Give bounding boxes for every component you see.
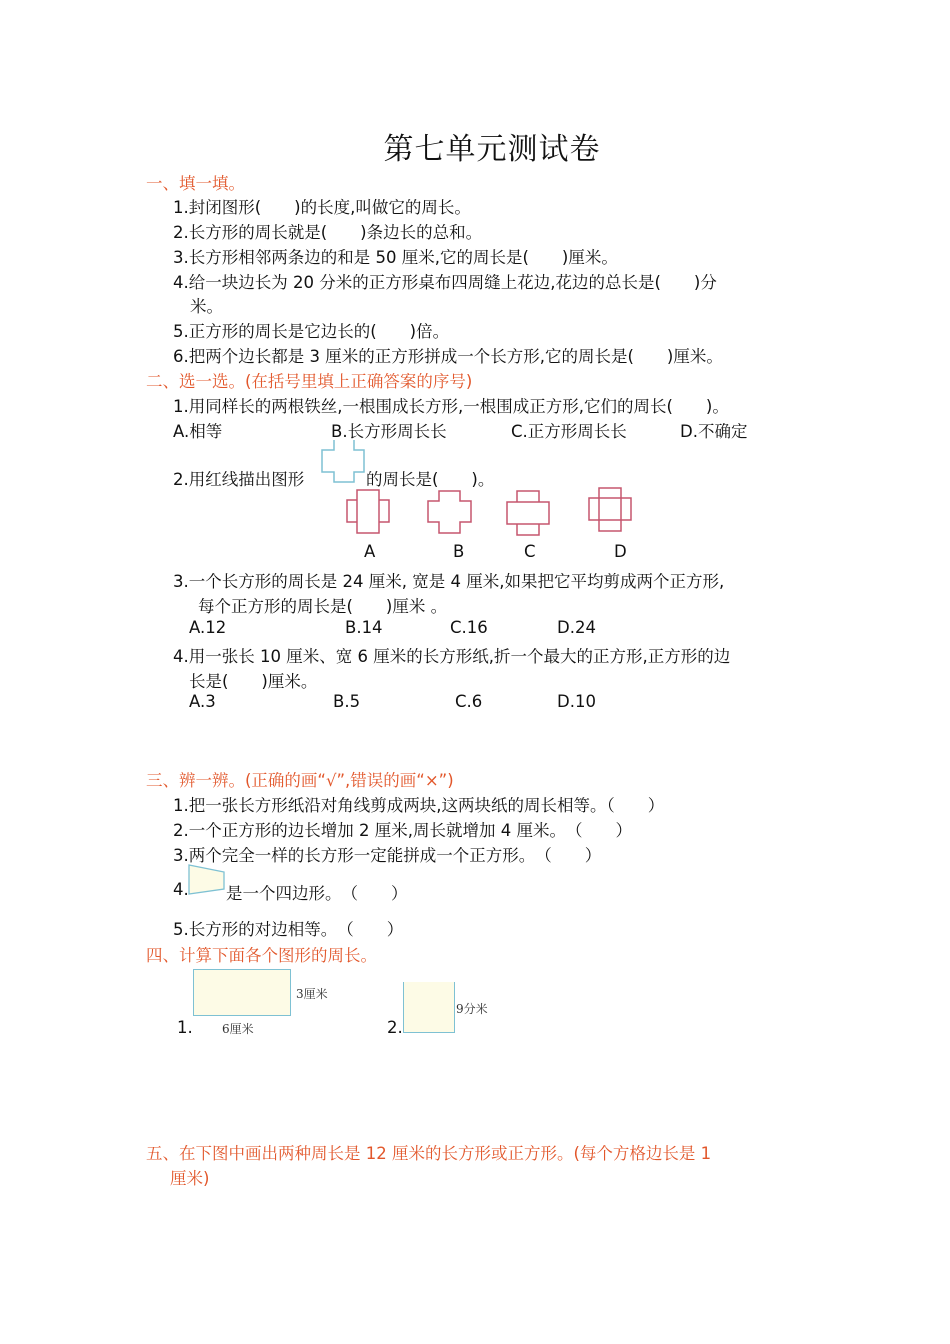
choice-question-4-line2: 长是( )厘米。 (189, 672, 318, 691)
q1-option-b: B.长方形周长长 (331, 422, 447, 441)
q1-option-a: A.相等 (173, 422, 223, 441)
square-side-label: 9分米 (456, 1002, 488, 1016)
section-4-heading: 四、计算下面各个图形的周长。 (146, 946, 377, 965)
fill-question-5: 5.正方形的周长是它边长的( )倍。 (173, 322, 450, 341)
choice-question-2-suffix: 的周长是( )。 (366, 470, 495, 489)
q3-option-d: D.24 (557, 618, 596, 637)
choice-question-3-line2: 每个正方形的周长是( )厘米 。 (198, 597, 448, 616)
choice-question-4-line1: 4.用一张长 10 厘米、宽 6 厘米的长方形纸,折一个最大的正方形,正方形的边 (173, 647, 731, 666)
q3-option-c: C.16 (450, 618, 488, 637)
section-3-heading: 三、辨一辨。(正确的画“√”,错误的画“×”) (146, 771, 454, 790)
section-1-heading: 一、填一填。 (146, 174, 245, 193)
q1-option-d: D.不确定 (680, 422, 748, 441)
figure-1-number: 1. (177, 1018, 193, 1037)
q3-option-b: B.14 (345, 618, 383, 637)
section-2-heading: 二、选一选。(在括号里填上正确答案的序号) (146, 372, 473, 391)
choice-label-b: B (453, 542, 465, 561)
q4-option-b: B.5 (333, 692, 361, 711)
choice-question-2-prefix: 2.用红线描出图形 (173, 470, 305, 489)
judge-question-4-suffix: 是一个四边形。 （ ） (226, 884, 408, 903)
choice-figure-b (428, 490, 472, 534)
choice-question-3-line1: 3.一个长方形的周长是 24 厘米, 宽是 4 厘米,如果把它平均剪成两个正方形, (173, 572, 725, 591)
judge-question-3: 3.两个完全一样的长方形一定能拼成一个正方形。 （ ） (173, 846, 602, 865)
fill-question-2: 2.长方形的周长就是( )条边长的总和。 (173, 223, 483, 242)
fill-question-3: 3.长方形相邻两条边的和是 50 厘米,它的周长是( )厘米。 (173, 248, 618, 267)
quadrilateral-figure (188, 864, 226, 896)
q4-option-a: A.3 (189, 692, 216, 711)
rectangle-width-label: 6厘米 (222, 1022, 254, 1036)
choice-figure-a (347, 490, 391, 534)
judge-question-2: 2.一个正方形的边长增加 2 厘米,周长就增加 4 厘米。 （ ） (173, 821, 632, 840)
choice-question-1: 1.用同样长的两根铁丝,一根围成长方形,一根围成正方形,它们的周长( )。 (173, 397, 729, 416)
choice-label-d: D (614, 542, 627, 561)
judge-question-4-prefix: 4. (173, 880, 189, 899)
choice-label-c: C (524, 542, 536, 561)
judge-question-5: 5.长方形的对边相等。 （ ） (173, 920, 404, 939)
q3-option-a: A.12 (189, 618, 227, 637)
choice-label-a: A (364, 542, 376, 561)
section-5-heading-cont: 厘米) (170, 1169, 210, 1188)
choice-figure-c (507, 490, 551, 536)
q1-option-c: C.正方形周长长 (511, 422, 627, 441)
q4-option-d: D.10 (557, 692, 596, 711)
cross-shape-figure (322, 440, 366, 484)
rectangle-height-label: 3厘米 (296, 987, 328, 1001)
fill-question-4-cont: 米。 (190, 297, 223, 316)
rectangle-figure (193, 969, 291, 1016)
q4-option-c: C.6 (455, 692, 483, 711)
fill-question-4: 4.给一块边长为 20 分米的正方形桌布四周缝上花边,花边的总长是( )分 (173, 273, 717, 292)
section-5-heading: 五、在下图中画出两种周长是 12 厘米的长方形或正方形。(每个方格边长是 1 (146, 1144, 712, 1163)
figure-2-number: 2. (387, 1018, 403, 1037)
page-title: 第七单元测试卷 (383, 132, 601, 167)
fill-question-6: 6.把两个边长都是 3 厘米的正方形拼成一个长方形,它的周长是( )厘米。 (173, 347, 723, 366)
square-figure (403, 982, 455, 1033)
fill-question-1: 1.封闭图形( )的长度,叫做它的周长。 (173, 198, 471, 217)
choice-figure-d (589, 487, 633, 533)
judge-question-1: 1.把一张长方形纸沿对角线剪成两块,这两块纸的周长相等。（ ） (173, 796, 665, 815)
